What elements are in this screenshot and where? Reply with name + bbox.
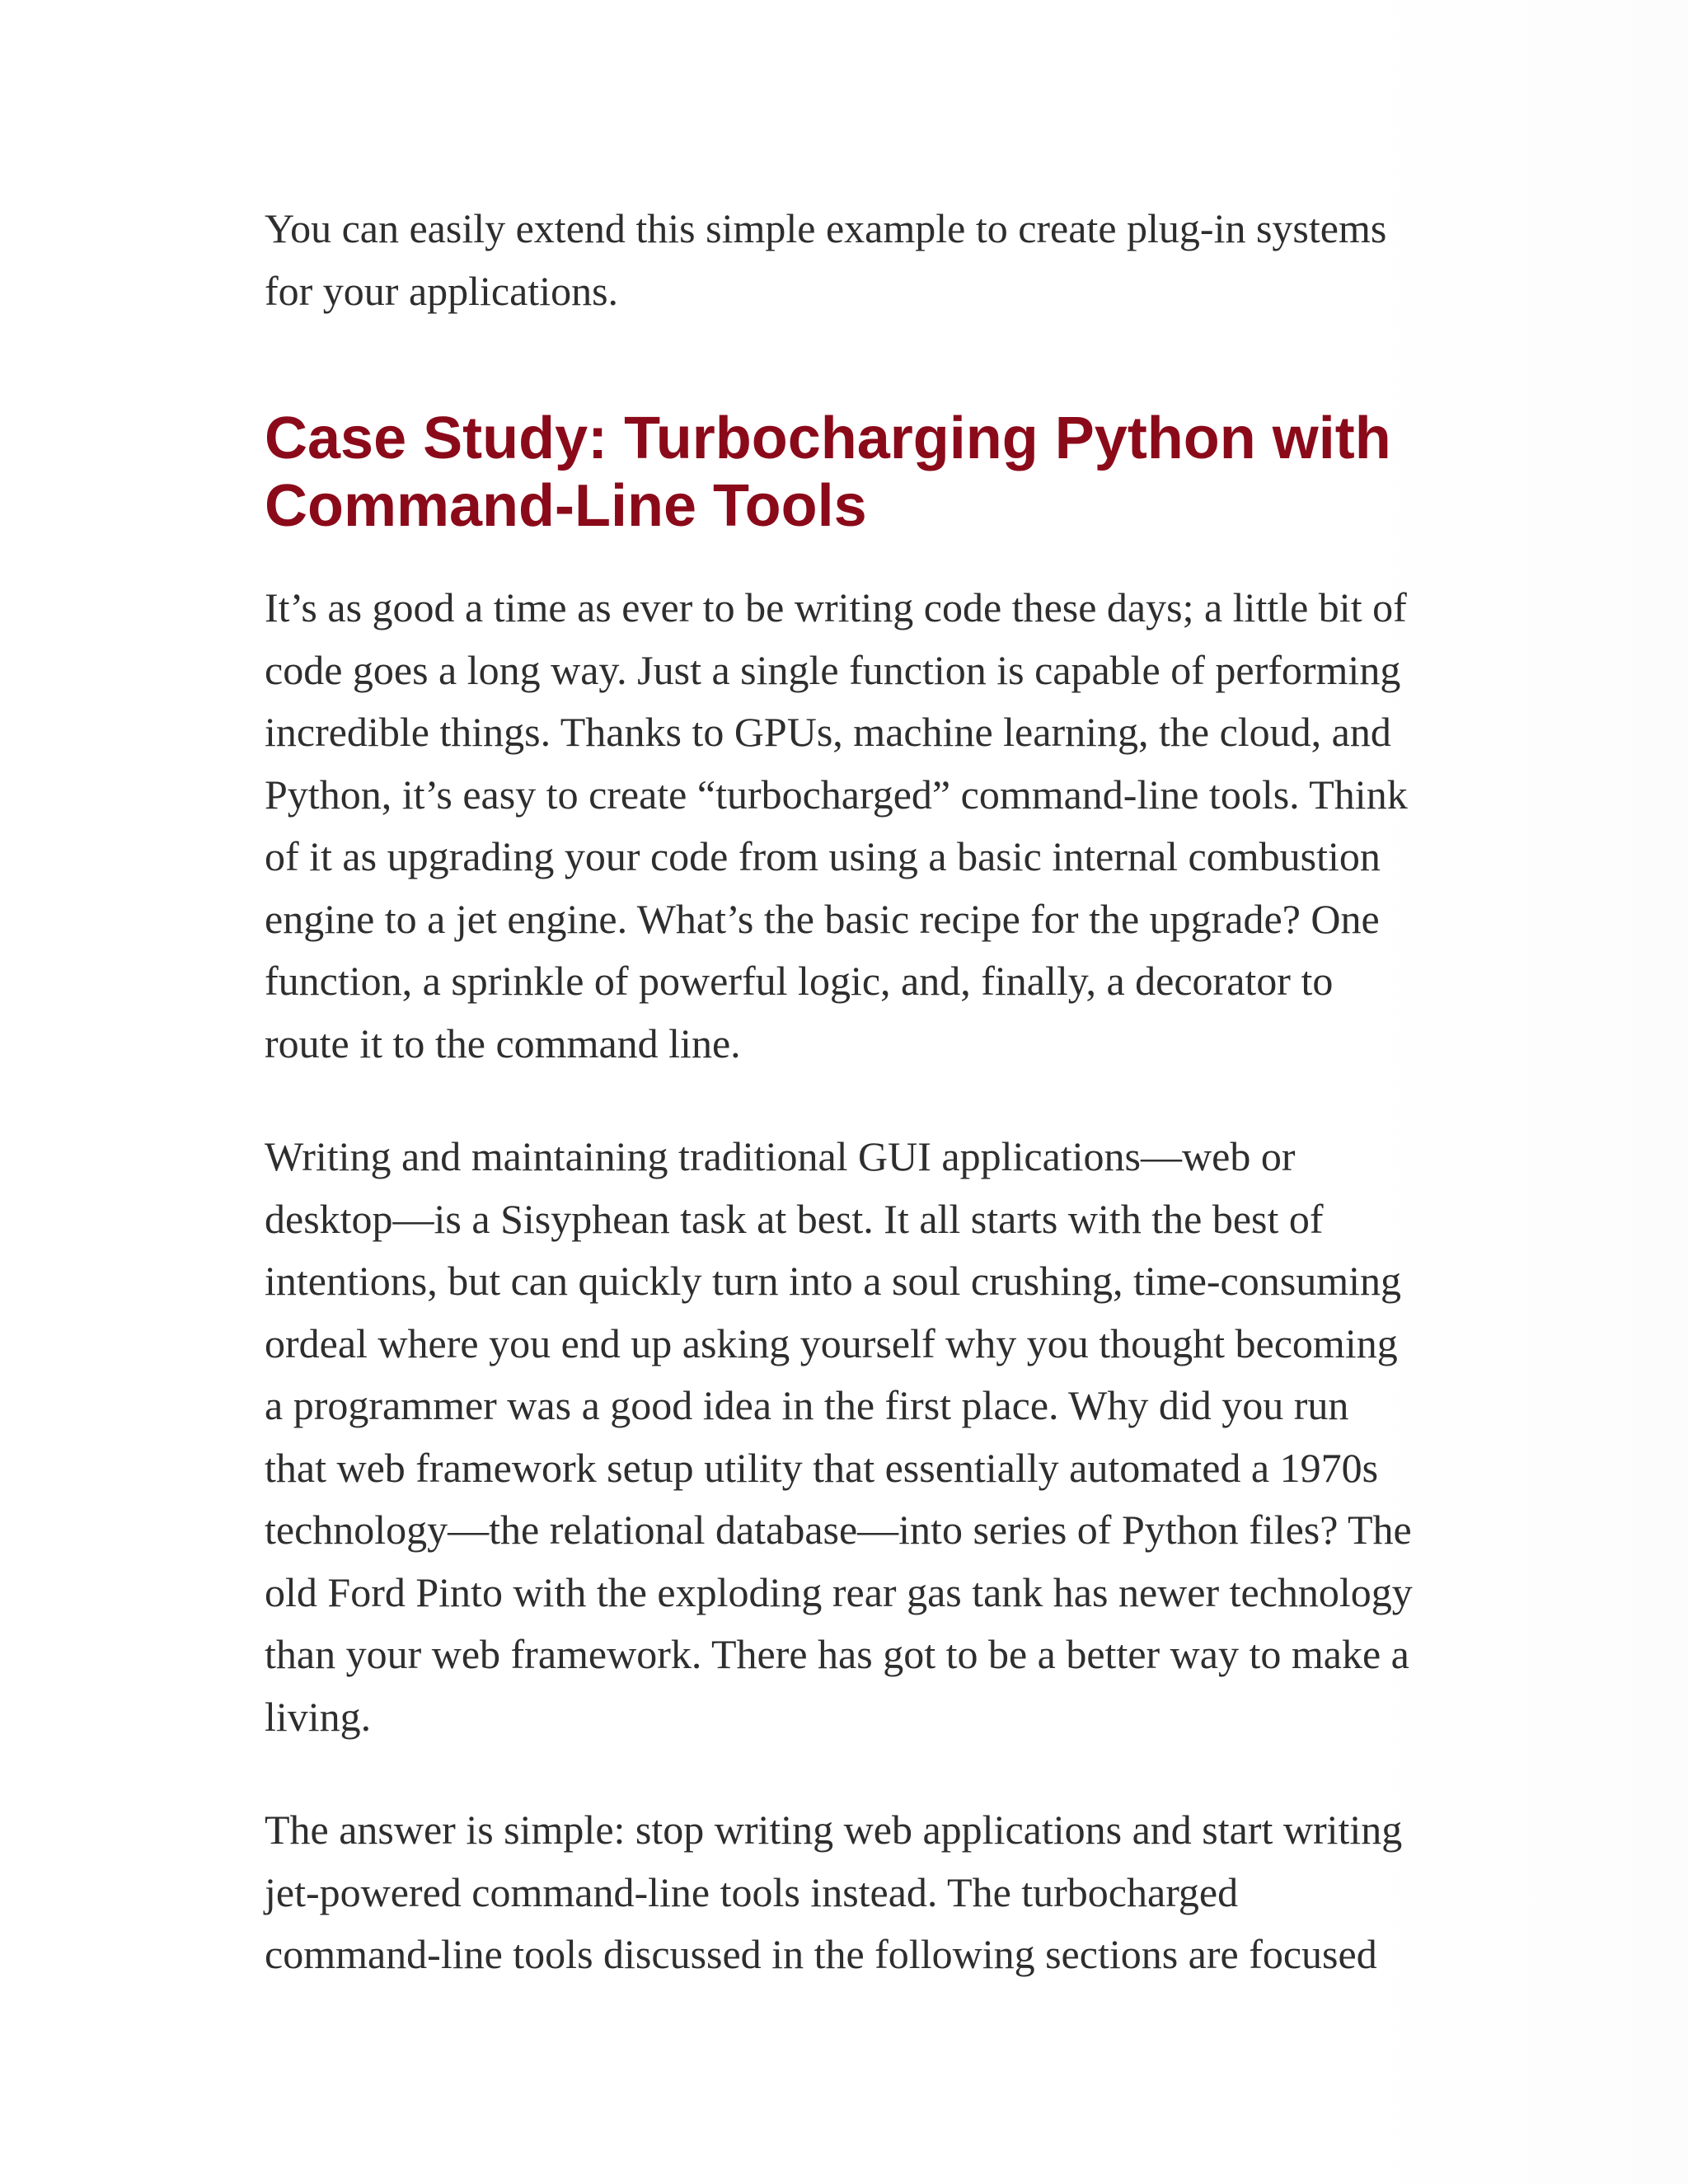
text-line: code goes a long way. Just a single function is capable of performing (265, 646, 1401, 693)
text-line: incredible things. Thanks to GPUs, machine learning, the cloud, and (265, 709, 1391, 755)
section-heading (265, 405, 1435, 540)
text-line: route it to the command line. (265, 1019, 741, 1066)
heading-line: Command-Line Tools (265, 473, 867, 539)
text-line: living. (265, 1693, 372, 1740)
text-line: It’s as good a time as ever to be writing code these days; a little bit of (265, 584, 1407, 630)
intro-paragraph (265, 198, 1435, 322)
text-line: ordeal where you end up asking yourself why you thought becoming (265, 1319, 1398, 1366)
text-line: old Ford Pinto with the exploding rear gas tank has newer technology (265, 1568, 1413, 1615)
text-line: technology—the relational database—into series of Python files? The (265, 1507, 1412, 1553)
text-line: of it as upgrading your code from using a basic internal combustion (265, 833, 1381, 879)
text-line: a programmer was a good idea in the first place. Why did you run (265, 1382, 1349, 1428)
text-line: command-line tools discussed in the following sections are focused (265, 1931, 1377, 1977)
text-line: desktop—is a Sisyphean task at best. It all starts with the best of (265, 1195, 1324, 1242)
body-paragraph-3 (265, 1799, 1435, 1986)
text-line: than your web framework. There has got to be a better way to make a (265, 1631, 1409, 1677)
heading-line: Case Study: Turbocharging Python with (265, 405, 1391, 471)
text-line: jet-powered command-line tools instead. The turbocharged (265, 1868, 1239, 1915)
body-paragraph-2 (265, 1126, 1435, 1748)
text-line: Python, it’s easy to create “turbocharged” command-line tools. Think (265, 771, 1408, 818)
text-line: that web framework setup utility that essentially automated a 1970s (265, 1444, 1379, 1491)
text-line: for your applications. (265, 267, 619, 314)
text-line: engine to a jet engine. What’s the basic recipe for the upgrade? One (265, 895, 1380, 942)
text-line: Writing and maintaining traditional GUI applications—web or (265, 1133, 1296, 1179)
text-line: You can easily extend this simple example to create plug-in systems (265, 205, 1387, 251)
text-line: intentions, but can quickly turn into a soul crushing, time-consuming (265, 1258, 1401, 1304)
body-paragraph-1 (265, 577, 1435, 1075)
text-line: function, a sprinkle of powerful logic, and, finally, a decorator to (265, 958, 1334, 1004)
page-content (265, 198, 1435, 1986)
text-line: The answer is simple: stop writing web applications and start writing (265, 1807, 1403, 1853)
